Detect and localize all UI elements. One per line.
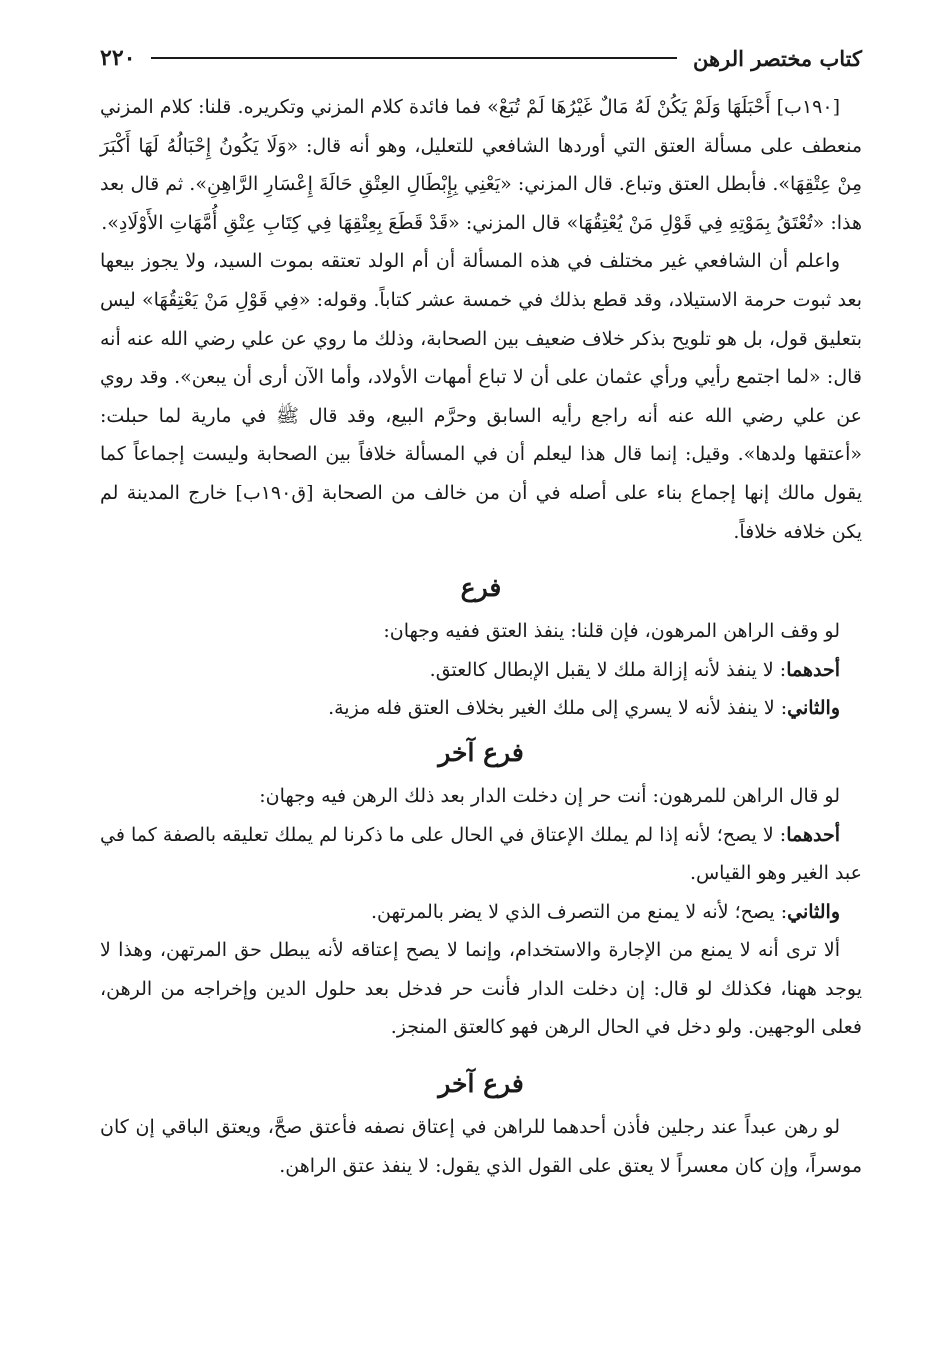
section1-first-label: أحدهما [786, 658, 840, 681]
section1-heading: فرع [460, 573, 502, 603]
section2-second-label: والثاني [787, 900, 840, 923]
section2-first-label: أحدهما [786, 823, 840, 846]
intro-paragraph-2: واعلم أن الشافعي غير مختلف في هذه المسألة أن أم الولد تعتقه بموت السيد، ولا يجوز بيعها بعد ثبوت حرمة الاستيلاد، وقد قطع بذلك في خمسة عشر كتاباً. وقوله: «فِي قَوْلِ مَنْ يَعْتِقُهَا» ليس بتعليق قول، بل هو تلويح بذكر خلاف ضعيف بين الصحابة، وذلك ما روي عن علي رضي الله عنه أنه قال: «لما اجتمع رأيي ورأي عثمان على أن لا تباع أمهات الأولاد، وأما الآن أرى أن يبعن». وقد روي عن علي رضي الله عنه أنه راجع رأيه السابق وحرَّم البيع، وقد قال ﷺ في مارية لما حبلت: «أعتقها ولدها». وقيل: إنما قال هذا ليعلم أن في المسألة خلافاً بين الصحابة وليست إجماعاً كما يقول مالك إنها إجماع بناء على أصله في أن من خالف من الصحابة [ق١٩٠ب] خارج المدينة لم يكن خلافه خلافاً. [100, 250, 863, 543]
section2-first-text: : لا يصح؛ لأنه إذا لم يملك الإعتاق في الحال على ما ذكرنا لم يملك تعليقه بالصفة كما في عبد الغير وهو القياس. [100, 823, 862, 885]
intro-paragraph-1: [١٩٠ب] أَحْبَلَهَا وَلَمْ يَكُنْ لَهُ مَالٌ غَيْرُهَا لَمْ تُبَعْ» فما فائدة كلام المزني وتكريره. قلنا: كلام المزني منعطف على مسألة العتق التي أوردها الشافعي للتعليل، وهو أنه قال: «وَلَا يَكُونُ إِحْبَالُهُ لَهَا أَكْبَرَ مِنْ عِتْقِهَا». فأبطل العتق وتباع. قال المزني: «يَعْنِي بِإِبْطَالِ العِتْقِ حَالَةَ إِعْسَارِ الرَّاهِنِ». ثم قال بعد هذا: «تُعْتَقُ بِمَوْتِهِ فِي قَوْلِ مَنْ يُعْتِقُهَا» قال المزني: «قَدْ قَطَعَ بِعِتْقِهَا فِي كِتَابِ عِتْقِ أُمَّهَاتِ الأَوْلَادِ». [100, 96, 862, 234]
section1-first-item [100, 651, 862, 690]
document-page [100, 38, 862, 1185]
section2-heading: فرع آخر [438, 737, 524, 767]
section2-intro: لو قال الراهن للمرهون: أنت حر إن دخلت الدار بعد ذلك الرهن فيه وجهان: [259, 784, 840, 807]
section2-first-item [100, 816, 862, 893]
running-title: كتاب مختصر الرهن [693, 45, 862, 71]
section2-second-item [100, 893, 862, 932]
section1-second-item [100, 689, 862, 728]
section1-second-label: والثاني [787, 697, 840, 720]
page-header [100, 38, 862, 78]
section2-second-text: : يصح؛ لأنه لا يمنع من التصرف الذي لا يضر بالمرتهن. [371, 900, 788, 923]
section3-text: لو رهن عبداً عند رجلين فأذن أحدهما للراهن في إعتاق نصفه فأعتق صحَّ، ويعتق الباقي إن كان موسراً، وإن كان معسراً لا يعتق على القول الذي يقول: لا ينفذ عتق الراهن. [100, 1116, 862, 1177]
section1-first-text: : لا ينفذ لأنه إزالة ملك لا يقبل الإبطال كالعتق. [429, 658, 787, 681]
section1-second-text: : لا ينفذ لأنه لا يسري إلى ملك الغير بخلاف العتق فله مزية. [328, 697, 788, 720]
section1-intro: لو وقف الراهن المرهون، فإن قلنا: ينفذ العتق ففيه وجهان: [383, 620, 840, 643]
section2-closing: ألا ترى أنه لا يمنع من الإجارة والاستخدام، وإنما لا يصح إعتاقه لأنه يبطل حق المرتهن، وهذا لا يوجد ههنا، فكذلك لو قال: إن دخلت الدار فأنت حر فدخل بعد حلول الدين وإخراجه من الرهن، فعلى الوجهين. ولو دخل في الحال الرهن فهو كالعتق المنجز. [100, 939, 862, 1039]
header-rule [151, 57, 677, 59]
section3-heading: فرع آخر [438, 1069, 524, 1099]
page-number: ٢٢٠ [100, 45, 136, 71]
